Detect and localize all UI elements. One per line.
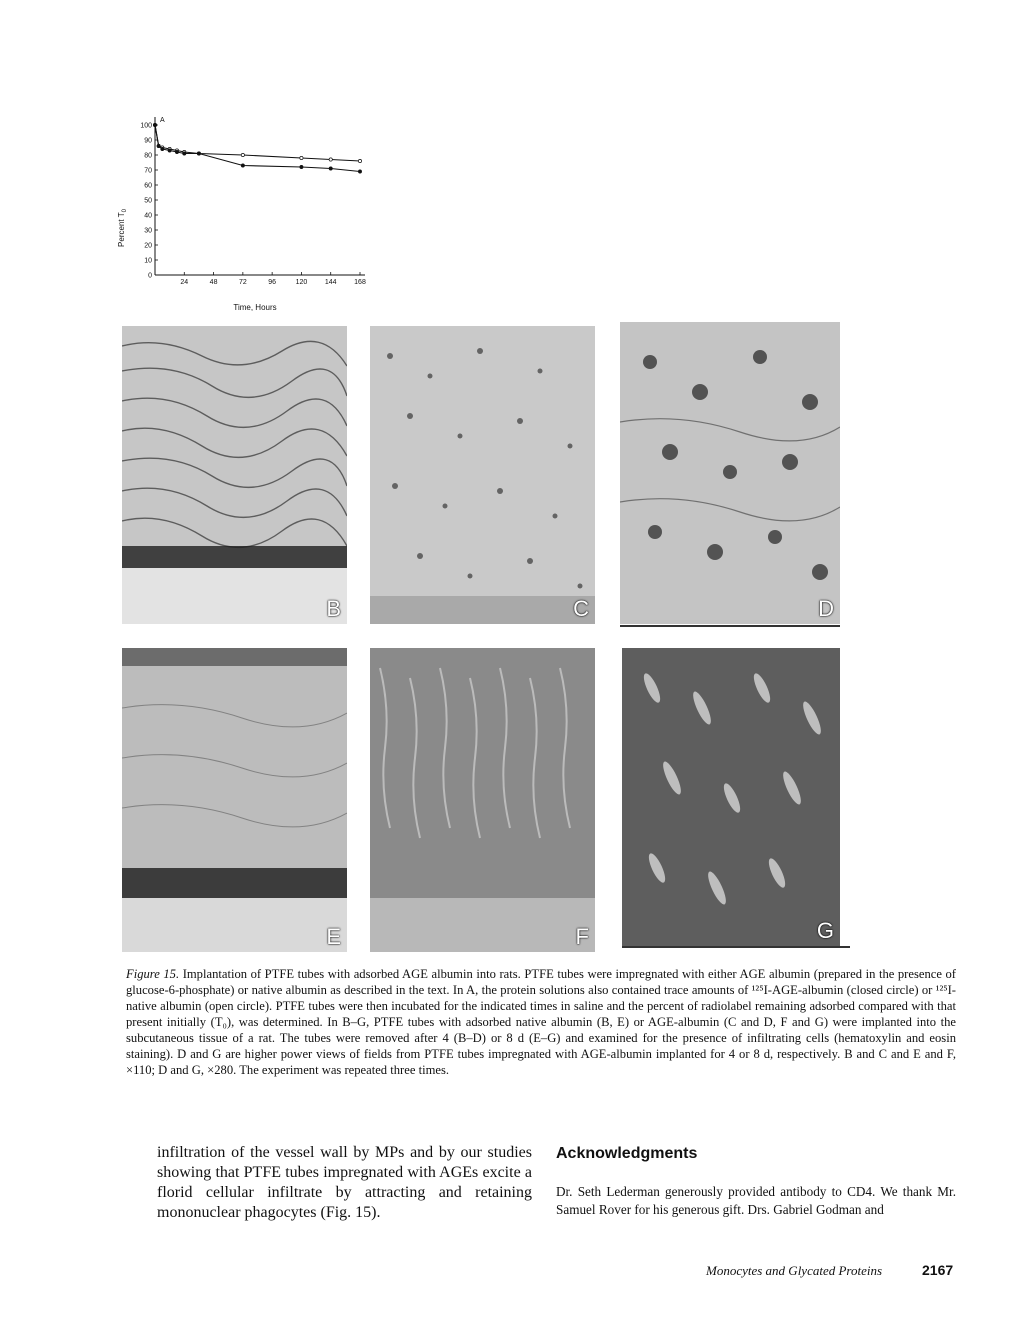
panel-label-f: F bbox=[575, 924, 589, 949]
data-point-open-circle bbox=[358, 159, 361, 162]
micrograph-g-image bbox=[622, 648, 840, 946]
chart-panel-label: A bbox=[160, 117, 165, 124]
data-point-closed-circle bbox=[153, 123, 156, 126]
y-tick-label: 80 bbox=[144, 152, 152, 160]
data-point-open-circle bbox=[241, 153, 244, 156]
y-tick-label: 10 bbox=[144, 257, 152, 265]
data-point-closed-circle bbox=[168, 149, 171, 152]
y-tick-label: 40 bbox=[144, 212, 152, 220]
micrograph-e-image bbox=[122, 648, 347, 952]
panel-divider-top bbox=[620, 625, 840, 627]
micrograph-panel-e bbox=[122, 648, 347, 952]
data-point-closed-circle bbox=[175, 150, 178, 153]
x-tick-label: 24 bbox=[180, 279, 189, 286]
micrograph-panel-g bbox=[622, 648, 840, 946]
data-point-closed-circle bbox=[161, 147, 164, 150]
acknowledgments-heading: Acknowledgments bbox=[556, 1145, 698, 1162]
body-paragraph-left: infiltration of the vessel wall by MPs and by our studies showing that PTFE tubes impregnated with AGEs excite a florid cellular infiltrate by attracting and retaining mononuclear phagocytes (Fig. 15). bbox=[157, 1144, 532, 1221]
y-tick-label: 0 bbox=[148, 272, 152, 280]
data-point-open-circle bbox=[329, 158, 332, 161]
y-tick-label: 30 bbox=[144, 227, 152, 235]
figure-caption bbox=[126, 966, 956, 1078]
micrograph-panel-f bbox=[370, 648, 595, 952]
chart-ticks bbox=[140, 123, 366, 287]
micrograph-c-image bbox=[370, 326, 595, 624]
x-tick-label: 168 bbox=[354, 279, 366, 286]
page-number: 2167 bbox=[922, 1262, 954, 1278]
data-point-closed-circle bbox=[197, 152, 200, 155]
line-chart-a bbox=[110, 100, 380, 315]
panel-label-c: C bbox=[573, 596, 589, 621]
figure-caption-text: Implantation of PTFE tubes with adsorbed AGE albumin into rats. PTFE tubes were impregnated with either AGE albumin (prepared in the presence of glucose-6-phosphate) or native albumin as described in the text. In A, the protein solutions also contained trace amounts of ¹²⁵I-AGE-albumin (closed circle) or ¹²⁵I-native albumin (open circle). PTFE tubes were then incubated for the indicated times in saline and the percent of radiolabel remaining adsorbed compared with that present initially (T₀), was determined. In B–G, PTFE tubes with adsorbed native albumin (B, E) or AGE-albumin (C and D, F and G) were implanted into the subcutaneous tissue of a rat. The tubes were removed after 4 (B–D) or 8 d (E–G) and examined for the presence of infiltrating cells (hematoxylin and eosin staining). D and G are higher power views of fields from PTFE tubes impregnated with AGE-albumin implanted for 4 or 8 d, respectively. B and C and E and F, ×110; D and G, ×280. The experiment was repeated three times. bbox=[126, 967, 956, 1077]
data-point-closed-circle bbox=[157, 144, 160, 147]
data-point-closed-circle bbox=[183, 152, 186, 155]
x-tick-label: 48 bbox=[209, 279, 218, 286]
y-tick-label: 60 bbox=[144, 182, 152, 190]
series-line-open-circle bbox=[155, 125, 360, 161]
y-axis-label: Percent $T_0$ bbox=[117, 209, 128, 247]
micrograph-panel-c bbox=[370, 326, 595, 624]
panel-label-e: E bbox=[326, 924, 341, 949]
series-line-closed-circle bbox=[155, 125, 360, 172]
x-tick-label: 72 bbox=[238, 279, 247, 286]
x-tick-label: 144 bbox=[324, 279, 337, 286]
panel-divider-bottom bbox=[622, 946, 850, 948]
running-title: Monocytes and Glycated Proteins bbox=[706, 1263, 883, 1278]
micrograph-d-image bbox=[620, 322, 840, 624]
x-tick-label: 96 bbox=[268, 279, 277, 286]
y-tick-label: 90 bbox=[144, 137, 152, 145]
data-point-open-circle bbox=[300, 156, 303, 159]
y-tick-label: 100 bbox=[140, 122, 152, 130]
panel-label-d: D bbox=[818, 596, 834, 621]
micrograph-panel-b bbox=[122, 326, 347, 624]
x-axis-label: Time, Hours bbox=[233, 303, 277, 312]
y-tick-label: 70 bbox=[144, 167, 152, 175]
data-point-closed-circle bbox=[358, 170, 361, 173]
chart-axes bbox=[155, 117, 365, 275]
panel-label-g: G bbox=[816, 918, 834, 943]
figure-label: Figure 15. bbox=[126, 967, 180, 981]
acknowledgments-text: Dr. Seth Lederman generously provided antibody to CD4. We thank Mr. Samuel Rover for his generous gift. Drs. Gabriel Godman and bbox=[556, 1184, 956, 1217]
micrograph-b-image bbox=[122, 326, 347, 624]
data-point-closed-circle bbox=[329, 167, 332, 170]
data-point-closed-circle bbox=[241, 164, 244, 167]
y-tick-label: 20 bbox=[144, 242, 152, 250]
y-tick-label: 50 bbox=[144, 197, 152, 205]
data-point-closed-circle bbox=[300, 165, 303, 168]
micrograph-panel-d bbox=[620, 322, 840, 624]
micrograph-f-image bbox=[370, 648, 595, 952]
panel-label-b: B bbox=[326, 596, 341, 621]
x-tick-label: 120 bbox=[295, 279, 308, 286]
chart-series bbox=[153, 123, 361, 173]
